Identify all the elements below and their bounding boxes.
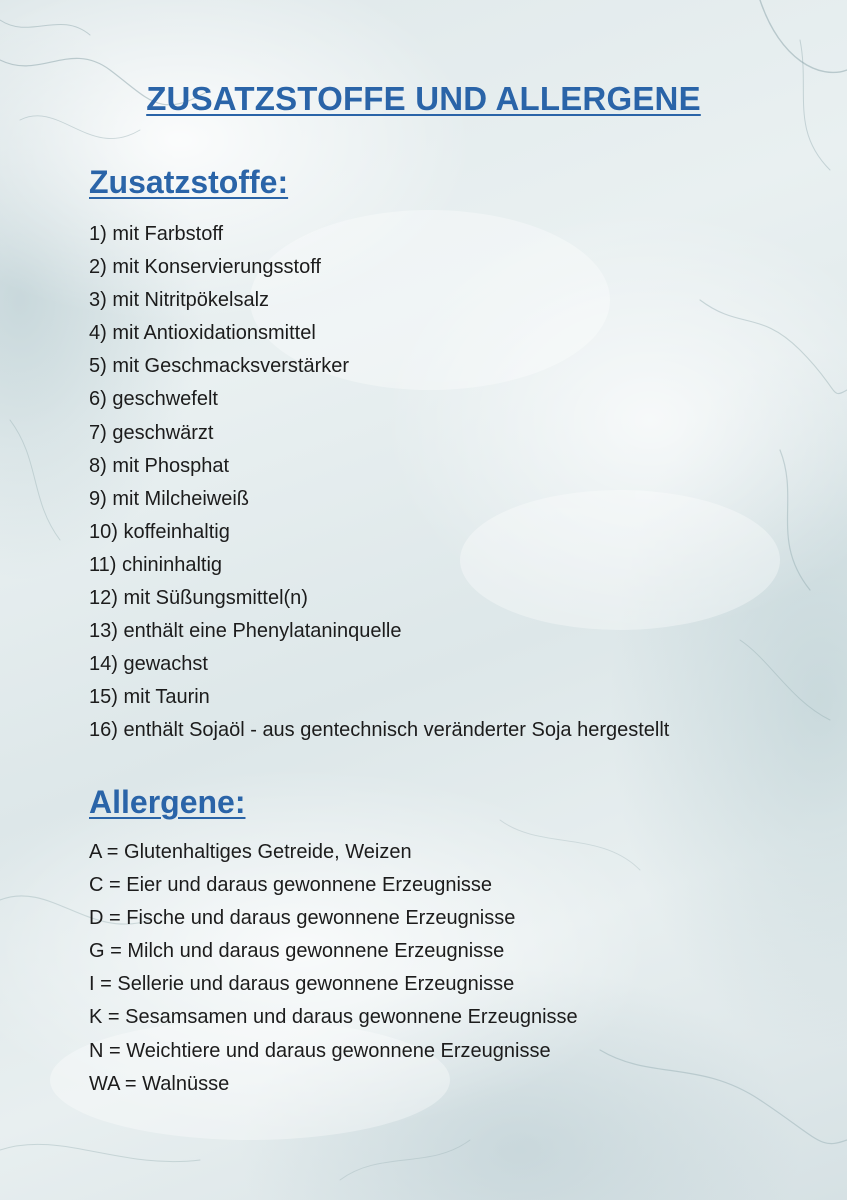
- list-item: I = Sellerie und daraus gewonnene Erzeugnisse: [89, 973, 515, 996]
- page-title: ZUSATZSTOFFE UND ALLERGENE: [146, 80, 701, 117]
- list-item: 10) koffeinhaltig: [89, 520, 230, 543]
- list-item: 4) mit Antioxidationsmittel: [89, 322, 316, 345]
- list-item: N = Weichtiere und daraus gewonnene Erzeugnisse: [89, 1039, 551, 1062]
- allergens-heading: Allergene:: [89, 784, 246, 820]
- list-item: 1) mit Farbstoff: [89, 223, 224, 245]
- list-item: A = Glutenhaltiges Getreide, Weizen: [89, 841, 412, 863]
- list-item: K = Sesamsamen und daraus gewonnene Erzeugnisse: [89, 1006, 578, 1029]
- list-item: 13) enthält eine Phenylataninquelle: [89, 620, 402, 643]
- list-item: 15) mit Taurin: [89, 686, 210, 709]
- list-item: C = Eier und daraus gewonnene Erzeugnisse: [89, 874, 493, 897]
- list-item: 9) mit Milcheiweiß: [89, 487, 250, 510]
- list-item: 2) mit Konservierungsstoff: [89, 256, 321, 279]
- list-item: D = Fische und daraus gewonnene Erzeugnisse: [89, 907, 516, 930]
- additives-heading: Zusatzstoffe:: [89, 164, 289, 200]
- allergens-list: [89, 836, 578, 1101]
- list-item: 3) mit Nitritpökelsalz: [89, 289, 270, 312]
- list-item: 14) gewachst: [89, 653, 208, 676]
- list-item: 6) geschwefelt: [89, 388, 218, 411]
- list-item: 5) mit Geschmacksverstärker: [89, 355, 350, 378]
- list-item: 12) mit Süßungsmittel(n): [89, 587, 308, 610]
- list-item: G = Milch und daraus gewonnene Erzeugnisse: [89, 940, 505, 963]
- list-item: 11) chininhaltig: [89, 553, 223, 576]
- additives-list: [89, 218, 669, 748]
- list-item: 16) enthält Sojaöl - aus gentechnisch veränderter Soja hergestellt: [89, 719, 670, 742]
- list-item: 8) mit Phosphat: [89, 454, 230, 477]
- list-item: 7) geschwärzt: [89, 421, 214, 444]
- list-item: WA = Walnüsse: [89, 1072, 230, 1095]
